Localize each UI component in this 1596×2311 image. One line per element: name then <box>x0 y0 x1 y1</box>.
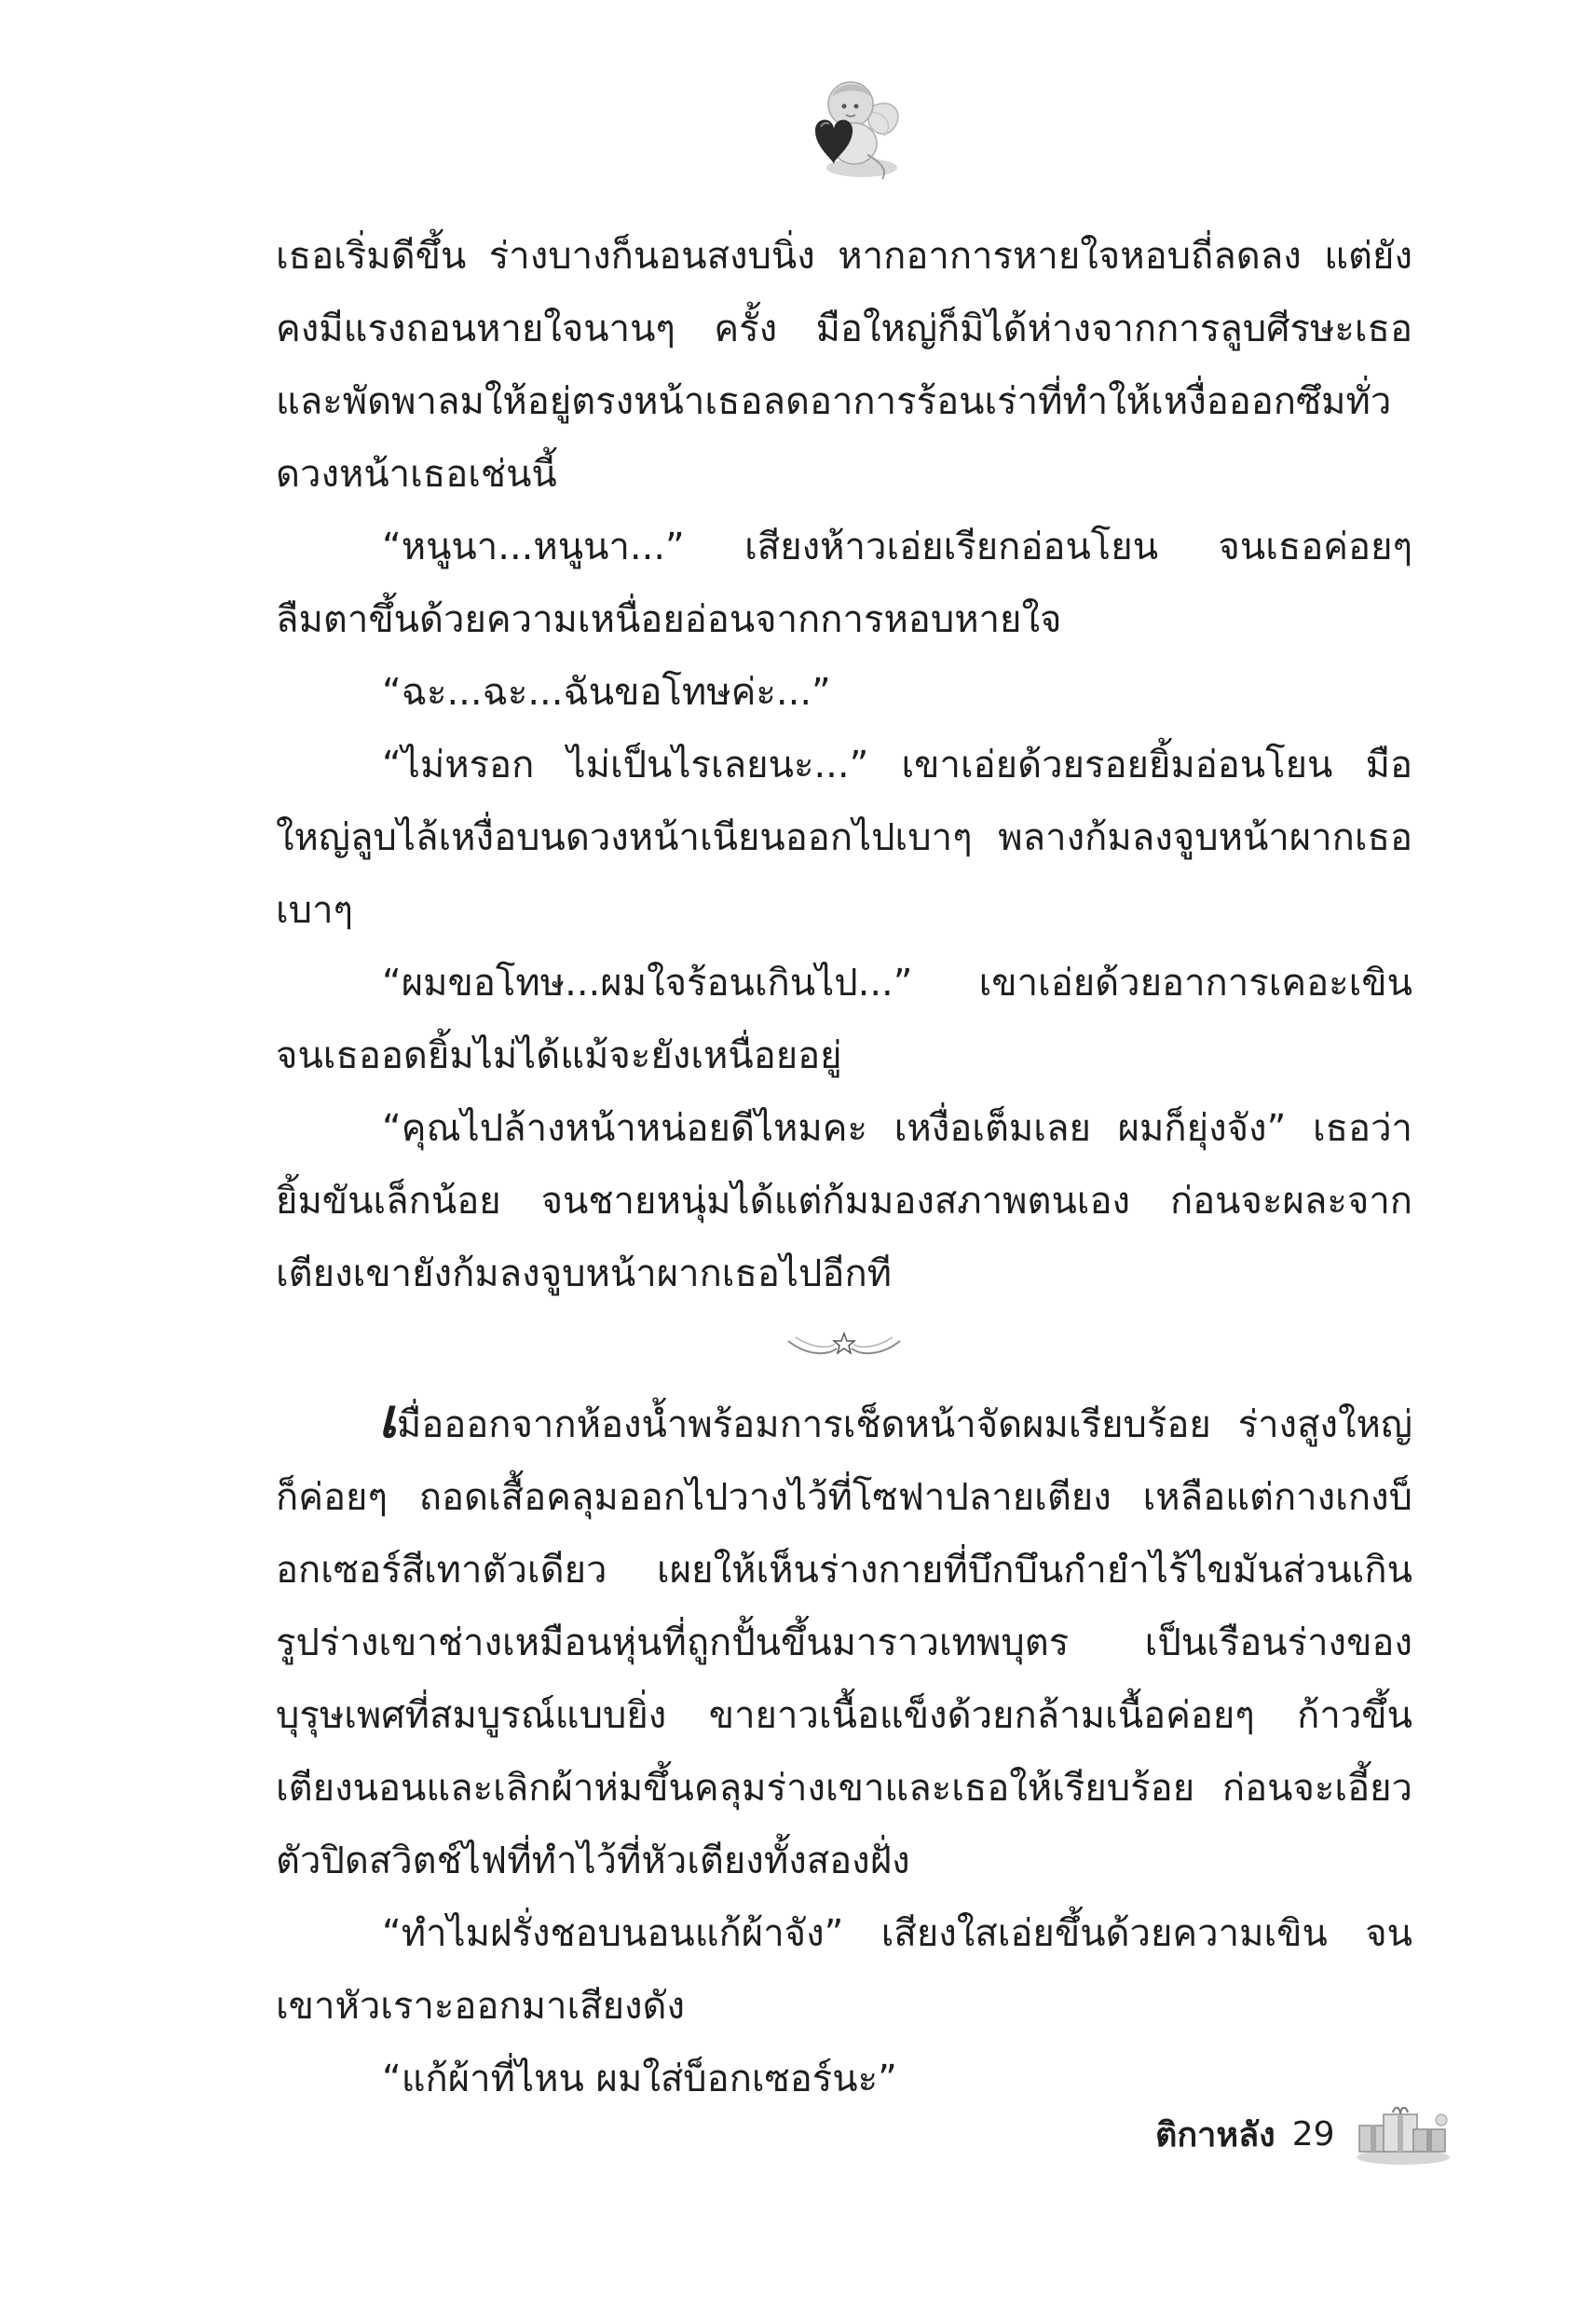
paragraph: “ทำไมฝรั่งชอบนอนแก้ผ้าจัง” เสียงใสเอ่ยขึ้นด้วยความเขิน จนเขาหัวเราะออกมาเสียงดัง <box>276 1912 1412 2028</box>
paragraph <box>276 1388 1412 1897</box>
page-number: 29 <box>1291 2114 1335 2154</box>
gift-boxes-icon <box>1352 2101 1454 2167</box>
paragraph: เธอเริ่มดีขึ้น ร่างบางก็นอนสงบนิ่ง หากอาการหายใจหอบถี่ลดลง แต่ยังคงมีแรงถอนหายใจนานๆ ครั้ง มือใหญ่ก็มิได้ห่างจากการลูบศีรษะเธอและพัดพาลมให้อยู่ตรงหน้าเธอลดอาการร้อนเร่าที่ทำให้เหงื่อออกซึมทั่วดวงหน้าเธอเช่นนี้ <box>276 235 1412 496</box>
paragraph: “คุณไปล้างหน้าหน่อยดีไหมคะ เหงื่อเต็มเลย ผมก็ยุ่งจัง” เธอว่ายิ้มขันเล็กน้อย จนชายหนุ่มได้แต่ก้มมองสภาพตนเอง ก่อนจะผละจากเตียงเขายังก้มลงจูบหน้าผากเธอไปอีกที <box>276 1107 1412 1295</box>
top-text-block <box>276 220 1412 1310</box>
paragraph: “ไม่หรอก ไม่เป็นไรเลยนะ...” เขาเอ่ยด้วยรอยยิ้มอ่อนโยน มือใหญ่ลูบไล้เหงื่อบนดวงหน้าเนียนออกไปเบาๆ พลางก้มลงจูบหน้าผากเธอเบาๆ <box>276 744 1412 932</box>
page-footer <box>1155 2101 1454 2167</box>
paragraph: “หนูนา...หนูนา...” เสียงห้าวเอ่ยเรียกอ่อนโยน จนเธอค่อยๆ ลืมตาขึ้นด้วยความเหนื่อยอ่อนจากการหอบหายใจ <box>276 526 1412 641</box>
cupid-heart-icon <box>778 65 908 196</box>
bottom-text-block <box>276 1388 1412 2115</box>
paragraph-text: มื่อออกจากห้องน้ำพร้อมการเช็ดหน้าจัดผมเรียบร้อย ร่างสูงใหญ่ก็ค่อยๆ ถอดเสื้อคลุมออกไปวางไว้ที่โซฟาปลายเตียง เหลือแต่กางเกงบ็อกเซอร์สีเทาตัวเดียว เผยให้เห็นร่างกายที่บึกบึนกำยำไร้ไขมันส่วนเกิน รูปร่างเขาช่างเหมือนหุ่นที่ถูกปั้นขึ้นมาราวเทพบุตร เป็นเรือนร่างของบุรุษเพศที่สมบูรณ์แบบยิ่ง ขายาวเนื้อแข็งด้วยกล้ามเนื้อค่อยๆ ก้าวขึ้นเตียงนอนและเลิกผ้าห่มขึ้นคลุมร่างเขาและเธอให้เรียบร้อย ก่อนจะเอี้ยวตัวปิดสวิตช์ไฟที่ทำไว้ที่หัวเตียงทั้งสองฝั่ง <box>276 1403 1412 1882</box>
paragraph: “ฉะ...ฉะ...ฉันขอโทษค่ะ...” <box>382 671 831 714</box>
drop-cap: เ <box>378 1387 397 1450</box>
flourish-divider-icon <box>779 1328 909 1365</box>
book-title: ติกาหลัง <box>1155 2115 1275 2154</box>
paragraph: “ผมขอโทษ...ผมใจร้อนเกินไป...” เขาเอ่ยด้วยอาการเคอะเขิน จนเธออดยิ้มไม่ได้แม้จะยังเหนื่อยอยู่ <box>276 962 1412 1077</box>
paragraph: “แก้ผ้าที่ไหน ผมใส่บ็อกเซอร์นะ” <box>382 2058 897 2100</box>
